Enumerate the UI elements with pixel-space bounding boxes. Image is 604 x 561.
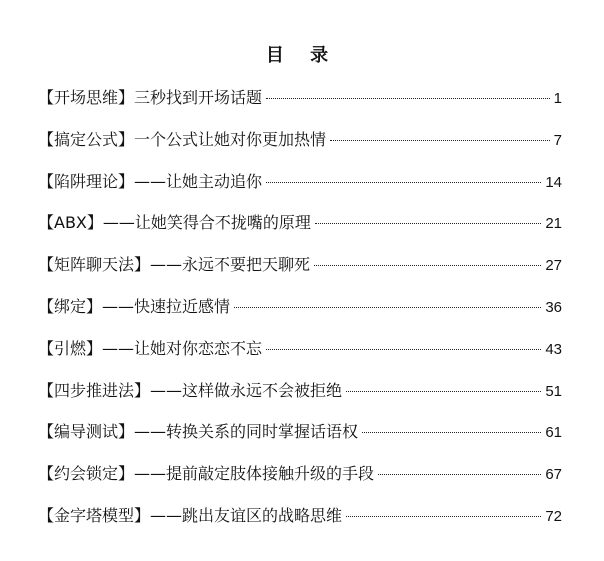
- dot-leader: [330, 140, 550, 141]
- toc-entry-title: 【ABX】——让她笑得合不拢嘴的原理: [38, 213, 311, 233]
- toc-page-number: 36: [545, 298, 562, 316]
- toc-page-number: 72: [545, 507, 562, 525]
- toc-entry[interactable]: [38, 295, 562, 337]
- toc-page-number: 21: [545, 215, 562, 233]
- dot-leader: [314, 265, 541, 266]
- toc-entry[interactable]: [38, 337, 562, 379]
- toc-entry-title: 【搞定公式】一个公式让她对你更加热情: [38, 129, 327, 149]
- toc-entry[interactable]: [38, 504, 562, 546]
- toc-entry[interactable]: [38, 86, 562, 128]
- toc-page-number: 67: [545, 466, 562, 484]
- toc-heading: 目 录: [265, 45, 339, 66]
- toc-entry-title: 【引燃】——让她对你恋恋不忘: [38, 338, 263, 358]
- dot-leader: [266, 349, 541, 350]
- toc-entry-title: 【约会锁定】——提前敲定肢体接触升级的手段: [38, 464, 375, 484]
- toc-entry[interactable]: [38, 170, 562, 212]
- toc-entry-title: 【开场思维】三秒找到开场话题: [38, 88, 263, 107]
- table-of-contents: [38, 86, 562, 546]
- toc-entry-title: 【金字塔模型】——跳出友谊区的战略思维: [38, 505, 343, 525]
- toc-entry-title: 【编导测试】——转换关系的同时掌握话语权: [38, 422, 359, 442]
- dot-leader: [315, 223, 541, 224]
- toc-page-number: 61: [545, 424, 562, 442]
- toc-entry[interactable]: [38, 253, 562, 295]
- dot-leader: [346, 391, 541, 392]
- dot-leader: [266, 98, 550, 99]
- dot-leader: [362, 432, 541, 433]
- toc-entry-title: 【矩阵聊天法】——永远不要把天聊死: [38, 255, 311, 275]
- toc-entry-title: 【四步推进法】——这样做永远不会被拒绝: [38, 380, 343, 400]
- toc-page-number: 14: [545, 173, 562, 191]
- toc-entry-title: 【陷阱理论】——让她主动追你: [38, 171, 263, 191]
- toc-entry[interactable]: [38, 379, 562, 421]
- toc-entry-title: 【绑定】——快速拉近感情: [38, 296, 231, 316]
- toc-page-number: 1: [553, 90, 562, 107]
- toc-page-number: 43: [545, 340, 562, 358]
- toc-entry[interactable]: [38, 128, 562, 170]
- toc-page-number: 7: [553, 131, 562, 149]
- dot-leader: [346, 516, 541, 517]
- toc-page-number: 27: [545, 257, 562, 275]
- toc-entry[interactable]: [38, 462, 562, 504]
- dot-leader: [266, 182, 541, 183]
- toc-page-number: 51: [545, 382, 562, 400]
- toc-entry[interactable]: [38, 420, 562, 462]
- toc-entry[interactable]: [38, 211, 562, 253]
- dot-leader: [378, 474, 541, 475]
- dot-leader: [234, 307, 541, 308]
